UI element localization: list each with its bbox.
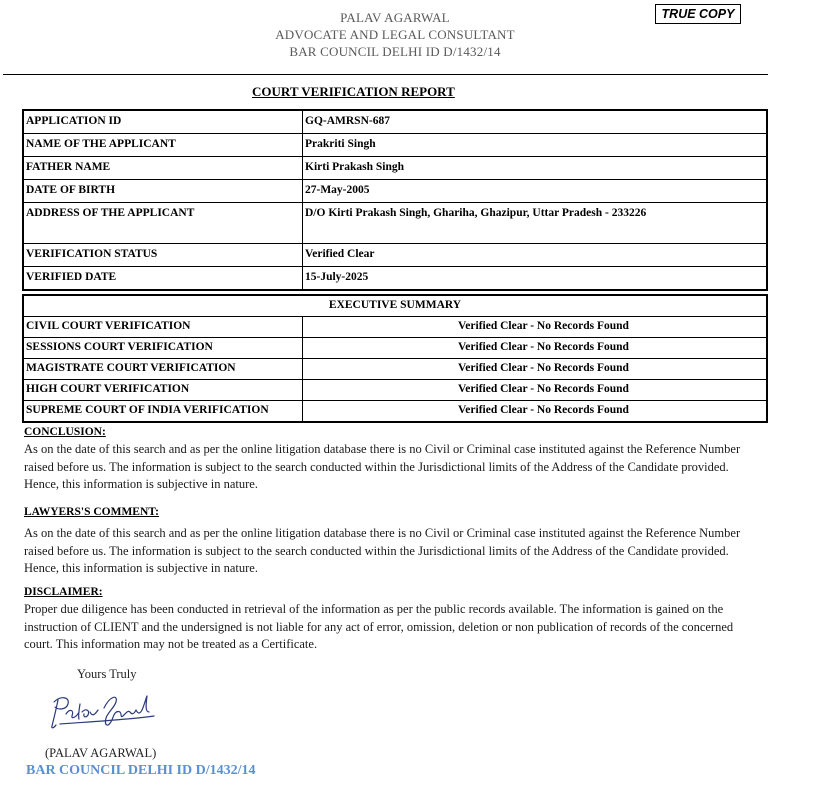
table-row — [23, 110, 767, 134]
conclusion-title: CONCLUSION: — [24, 426, 106, 438]
applicant-details-table — [22, 109, 768, 291]
signatory-name: (PALAV AGARWAL) — [45, 746, 157, 760]
header-divider — [3, 74, 768, 75]
court-label: MAGISTRATE COURT VERIFICATION — [23, 359, 303, 380]
table-row — [23, 401, 767, 423]
detail-value: Kirti Prakash Singh — [303, 157, 768, 180]
report-title: COURT VERIFICATION REPORT — [252, 84, 455, 99]
lawyers-comment-text: As on the date of this search and as per the online litigation database there is no Civil or Criminal case instituted against the Reference Number raised before us. The information is subject to the search conducted within the Jurisdictional limits of the Address of the Candidate provided. Hence, this information is subjective in nature. — [24, 526, 741, 575]
court-status: Verified Clear - No Records Found — [303, 317, 768, 338]
detail-value: D/O Kirti Prakash Singh, Ghariha, Ghazipur, Uttar Pradesh - 233226 — [303, 203, 768, 244]
letterhead-bar-id: BAR COUNCIL DELHI ID D/1432/14 — [289, 44, 501, 59]
table-header-row — [23, 295, 767, 317]
detail-label: ADDRESS OF THE APPLICANT — [23, 203, 303, 244]
court-label: CIVIL COURT VERIFICATION — [23, 317, 303, 338]
detail-label: DATE OF BIRTH — [23, 180, 303, 203]
table-row — [23, 317, 767, 338]
detail-label: APPLICATION ID — [23, 110, 303, 134]
disclaimer-text: Proper due diligence has been conducted in retrieval of the information as per the public records available. The information is gained on the instruction of CLIENT and the undersigned is not liable for any act of error, omission, deletion or non publication of records of the concerned court. This information may not be treated as a Certificate. — [24, 602, 734, 651]
detail-value: Prakriti Singh — [303, 134, 768, 157]
court-status: Verified Clear - No Records Found — [303, 401, 768, 423]
court-label: SESSIONS COURT VERIFICATION — [23, 338, 303, 359]
detail-label: VERIFIED DATE — [23, 267, 303, 291]
detail-label: NAME OF THE APPLICANT — [23, 134, 303, 157]
table-row — [23, 267, 767, 291]
handwritten-signature-icon — [46, 688, 161, 732]
court-label: HIGH COURT VERIFICATION — [23, 380, 303, 401]
detail-label: VERIFICATION STATUS — [23, 244, 303, 267]
detail-value: GQ-AMRSN-687 — [303, 110, 768, 134]
court-status: Verified Clear - No Records Found — [303, 338, 768, 359]
table-row — [23, 338, 767, 359]
executive-summary-table — [22, 294, 768, 423]
table-row — [23, 203, 767, 244]
letterhead-name: PALAV AGARWAL — [340, 10, 450, 25]
table-row — [23, 359, 767, 380]
court-status: Verified Clear - No Records Found — [303, 359, 768, 380]
detail-value: Verified Clear — [303, 244, 768, 267]
executive-summary-heading: EXECUTIVE SUMMARY — [23, 295, 767, 317]
detail-value: 27-May-2005 — [303, 180, 768, 203]
lawyers-comment-title: LAWYERS'S COMMENT: — [24, 506, 159, 518]
signatory-bar-id: BAR COUNCIL DELHI ID D/1432/14 — [26, 763, 256, 778]
table-row — [23, 380, 767, 401]
closing-text: Yours Truly — [77, 667, 137, 681]
court-status: Verified Clear - No Records Found — [303, 380, 768, 401]
court-label: SUPREME COURT OF INDIA VERIFICATION — [23, 401, 303, 423]
letterhead-designation: ADVOCATE AND LEGAL CONSULTANT — [275, 27, 515, 42]
detail-value: 15-July-2025 — [303, 267, 768, 291]
true-copy-stamp: TRUE COPY — [655, 4, 741, 24]
table-row — [23, 180, 767, 203]
conclusion-text: As on the date of this search and as per the online litigation database there is no Civil or Criminal case instituted against the Reference Number raised before us. The information is subject to the search conducted within the Jurisdictional limits of the Address of the Candidate provided. Hence, this information is subjective in nature. — [24, 442, 741, 491]
table-row — [23, 157, 767, 180]
disclaimer-title: DISCLAIMER: — [24, 586, 103, 598]
table-row — [23, 134, 767, 157]
detail-label: FATHER NAME — [23, 157, 303, 180]
table-row — [23, 244, 767, 267]
